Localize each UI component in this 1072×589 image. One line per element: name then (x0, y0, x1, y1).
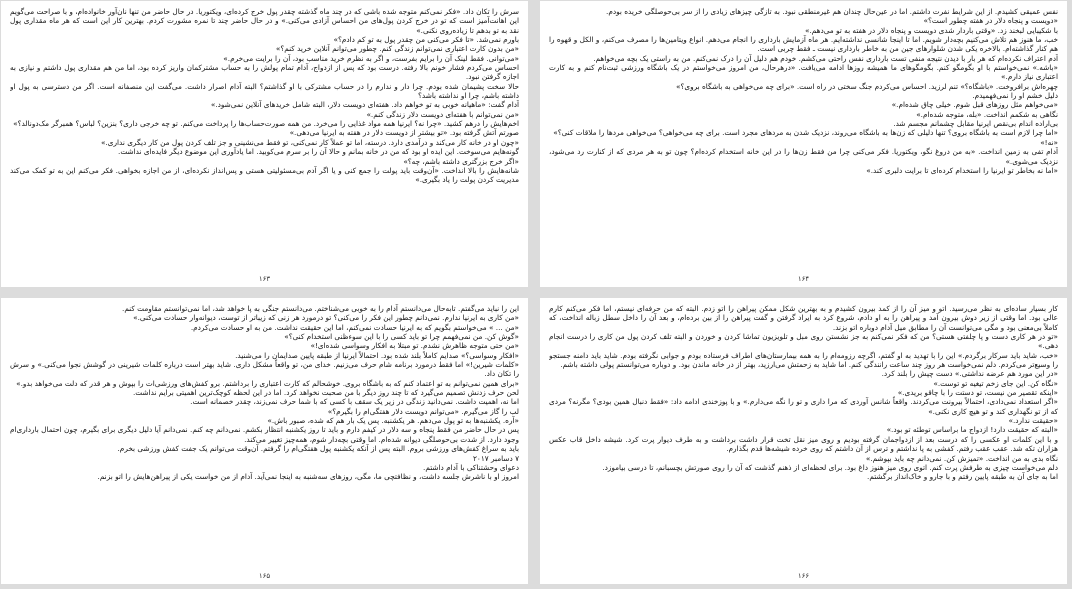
page-body (10, 7, 519, 265)
paragraph: «گوش کن. من نمی‌فهمم چرا تو باید کسی را با این سوءظنی استخدام کنی؟» (284, 332, 519, 342)
paragraph: اخم‌هایش را درهم کشید. «چرا نه؟ ایرنیا همه مواد غذایی را می‌خرد. من همه صورت‌حساب‌ها را پرداخت می‌کنم. تو چه خرجی داری؟ بنزین؟ لباس؟ همبرگر مک‌دونالد؟» (13, 119, 519, 129)
paragraph: «خب، شاید باید سرکار برگردم.» این را با تهدید به او گفتم، اگرچه رزومه‌ام را به همه بیمارستان‌های اطراف فرستاده بودم و جوابی نگرفته بودم. شاید باید دامنه جستجو را وسیع‌تر می‌کردم. دلم نمی‌خواست هر روز چند ساعت رانندگی کنم. اما شاید به زحمتش می‌ارزید، بهتر از در خانه ماندن بود. و دوباره می‌توانستم پولی داشته باشم. (549, 350, 1058, 370)
paragraph: گونه‌هایم می‌سوخت. این ایده او بود که من در خانه بمانم و حالا آن را بر سرم می‌کوبید. اما یادآوری این موضوع دیگر فایده‌ای نداشت. (118, 147, 519, 157)
paragraph: با شکیبایی لبخند زد. «وقتی باردار شدی دویست و پنجاه دلار در هفته به تو می‌دهم.» (804, 25, 1058, 35)
book-page-163 (1, 1, 528, 287)
paragraph: احساس می‌کردم فشار خونم بالا رفته. درست بود که پس از ازدواج، آدام تمام پولش را به حساب مشترکمان واریز کرده بود، اما من هم مقداری پول داشتم و نیازی به اجازه گرفتن نبود. (10, 63, 519, 82)
paragraph: «اینکه تقصیر من نیست، تو دستت را با چاقو بریدی.» (897, 388, 1058, 398)
paragraph: سرش را تکان داد. «فکر نمی‌کنم متوجه شده باشی که در چند ماه گذشته چقدر پول خرج کرده‌ای، ویکتوریا. در حال حاضر من تنها نان‌آور خانواده‌ام، و با صراحت می‌گویم این اهانت‌آمیز است که تو در خرج کردن پول‌های من احساس آزادی می‌کنی.» و در حال حاضر چند تا نمره مشورت کردم. بهترین کار این است که هر ماه مقداری پول نقد به تو بدهم تا زیاده‌روی نکنی.» (10, 7, 519, 35)
paragraph: «افکار وسواسی؟» صدایم کاملاً بلند شده بود. احتمالاً ایرنیا از طبقه پایین صدایمان را می‌شنید. (235, 350, 519, 360)
paragraph: لحن حرف زدنش تصمیم می‌گیرد که تا چند روز دیگر با من صحبت نخواهد کرد. اما در این لحظه کوچک‌ترین اهمیتی برایم نداشت. (132, 388, 519, 398)
paragraph: «باشه.» نمی‌خواستم با او بگومگو کنم. بگومگوهای ما همیشه روزها ادامه می‌یافت. «درهرحال، من امروز می‌خواستم در یک باشگاه ورزشی ثبت‌نام کنم و به کارت اعتباری نیاز دارم.» (549, 63, 1058, 82)
paragraph: «نگاه کن. این جای زخم تیغیه تو توست.» (933, 378, 1058, 388)
paragraph: «می‌خواهم مثل روزهای قبل شوم. خیلی چاق شده‌ام.» (891, 100, 1058, 110)
paragraph: «چون او در خانه کار می‌کند و درآمدی دارد. درسته، اما تو عملاً کار نمی‌کنی، تو فقط می‌نشینی و جز تلف کردن پول من کار دیگری نداری.» (100, 137, 519, 147)
paragraph: کار بسیار ساده‌ای به نظر می‌رسید. اتو و میز آن را از کمد بیرون کشیدم و به بهترین شکل ممکن پیراهن را اتو زدم. البته که من حرفه‌ای نیستم، اما فکر می‌کنم کارم عالی بود. اما وقتی از زیر دوش بیرون آمد و پیراهن را به او دادم، شروع کرد به ایراد گرفتن و گفت پیراهن را از بین برده‌ام، و بعد آن را داخل سطل زباله انداخت، که کاملاً بی‌معنی بود و مگی می‌توانست آن را مطابق میل آدام دوباره اتو بزند. (549, 304, 1058, 332)
paragraph: نگاه بدی به من انداخت. «تمیزش کن. نمی‌دانم چه باید بپوشم.» (865, 453, 1058, 463)
paragraph: «من حتی متوجه ظاهرش نشدم. تو مبتلا به افکار وسواسی شده‌ای!» (310, 341, 519, 351)
paragraph: ۷ دسامبر ۲۰۱۷ (473, 453, 519, 463)
paragraph: باورم نمی‌شد. «تا فکر می‌کنی من چقدر پول به تو کم دادم؟» (333, 35, 519, 45)
page-number: ۱۶۵ (258, 572, 271, 580)
paragraph: «اگر استعداد نمی‌دادی، احتمالاً بیرونت می‌کردند. واقعاً شانس آوردی که مرا داری و تو را نگه می‌دارم.» و با پوزخندی ادامه داد: «فقط دنبال همین بودی؟ مگرنه؟ مردی که از تو نگهداری کند و تو هیچ کاری نکنی.» (549, 397, 1058, 416)
paragraph: «من کاری به ایرنیا ندارم. نمی‌دانم چطور این فکر را می‌کنی؟ تو درمورد هر زنی که زیباتر از توست، دیوانه‌وار حسادت می‌کنی.» (133, 313, 519, 323)
paragraph: اما نه، اهمیت داشت. نمی‌دانید زندگی در زیر یک سقف با کسی که با شما حرف نمی‌زند، چقدر خصمانه است. (190, 397, 519, 407)
paragraph: «اما چرا لازم است به باشگاه بروی؟ تنها دلیلی که زن‌ها به باشگاه می‌روند، نزدیک شدن به مردهای مجرد است. برای چه می‌خواهی؟ می‌خواهی مردها را ملاقات کنی؟» (553, 128, 1058, 138)
book-page-164 (540, 1, 1067, 287)
paragraph: «آره. یکشنبه‌ها به تو پول می‌دهم. هر یکشنبه. پس یک بار هم که شده، صبور باش.» (267, 416, 519, 426)
paragraph: این را نباید می‌گفتم. تابه‌حال می‌دانستم آدام را به خوبی می‌شناختم. می‌دانستم جنگی به پا خواهد شد، اما نمی‌توانستم مقاومت کنم. (122, 304, 519, 313)
page-number: ۱۶۳ (258, 275, 271, 283)
paragraph: چهره‌اش برافروخت. «باشگاه؟» تنم لرزید. احساس می‌کردم جنگ سختی در راه است. «برای چه می‌خواهی به باشگاه بروی؟» (676, 81, 1058, 91)
paragraph: دلم می‌خواست چیزی به طرفش پرت کنم. اتوی روی میز هنوز داغ بود. برای لحظه‌ای از ذهنم گذشت که آن را روی صورتش بچسبانم، تا درسی بیاموزد. (602, 462, 1058, 472)
paragraph: «من ... » می‌خواستم بگویم که به ایرنیا حسادت نمی‌کنم، اما این حقیقت نداشت. من به او حسادت می‌کردم. (190, 322, 519, 332)
paragraph: و با این کلمات او عکسی را که درست بعد از ازدواجمان گرفته بودیم و روی میز نقل تخت قرار داشت برداشت و به طرف دیوار پرت کرد. شیشه داخل قاب عکس هزاران تکه شد. عقب عقب رفتم. کفشی به پا نداشتم و ترس از آن داشتم که روی خرده شیشه‌ها قدم بگذارم. (549, 434, 1058, 454)
paragraph: نگاهی به شکمم انداخت. «بله، متوجه شده‌ام.» (916, 109, 1058, 119)
paragraph: «کلمات شیرین!» اما فقط درمورد برنامه شام حرف می‌زنیم. خدای من، تو واقعاً مشکل داری. شاید بهتر است درباره کلمات شیرینی در گوشش نجوا می‌کنی.» و سرش را تکان داد. (10, 360, 519, 379)
paragraph: «البته که حقیقت دارد! ازدواج ما براساس توطئه تو بود.» (886, 425, 1058, 435)
paragraph: آدم اعتراف نکرده‌ام که هر بار با دیدن نتیجه منفی تست بارداری نفس راحتی می‌کشم. خودم هم دلیل آن را درک نمی‌کنم. من به راستی یک بچه می‌خواهم. (593, 53, 1058, 63)
paragraph: «دویست و پنجاه دلار در هفته چطور است؟» (923, 16, 1058, 26)
paragraph: دلیل خشم او را نمی‌فهمیدم. (972, 91, 1058, 101)
paragraph: باید به سراغ کفش‌های ورزشی بروم. البته پس از آنکه یکشنبه پول هفتگی‌ام را گرفتم. آن‌وقت می‌توانم یک جفت کفش ورزشی بخرم. (117, 444, 519, 454)
paragraph: «اگر خرج بزرگتری داشته باشم، چه؟» (403, 156, 519, 166)
page-number: ۱۶۴ (797, 275, 810, 283)
paragraph: خب، ما هنوز هم تلاش می‌کنیم بچه‌دار شویم. اما تا اینجا شانسی نداشته‌ایم. هر ماه آزمایش بارداری را انجام می‌دهم. انواع ویتامین‌ها را مصرف می‌کنم، و الکل و قهوه را هم کنار گذاشته‌ام. بالاخره یکی شدن شلوارهای جین من به خاطر بارداری نیست ـ فقط چربی است. (549, 35, 1058, 54)
paragraph: «نه!» (1040, 137, 1058, 147)
paragraph: حالا سخت پشیمان شده بودم. چرا دار و ندارم را در حساب مشترکی با او گذاشتم؟ البته آدام اصرار داشت. می‌گفت این منصفانه است. اگر من دسترسی به پول او داشته باشم، چرا او نداشته باشد؟ (10, 81, 519, 101)
paragraph: «می‌توانی. فقط لینک آن را برایم بفرست، و اگر به نظرم خرید مناسب بود، آن را برایت می‌خرم.» (223, 53, 519, 63)
paragraph: آدام گفت: «ماهیانه خوبی به تو خواهم داد. هفته‌ای دویست دلار، البته شامل خریدهای آنلاین نمی‌شود.» (210, 100, 519, 110)
paragraph: «در این مورد هم عرضه نداشتی.» دست چپش را بلند کرد. (881, 369, 1058, 379)
book-page-165 (1, 298, 528, 584)
paragraph: آدام تفی به زمین انداخت. «به من دروغ نگو، ویکتوریا. فکر می‌کنی چرا من فقط زن‌ها را در این خانه استخدام کرده‌ام؟ چون تو به هر مردی که از کنارت رد می‌شود، نزدیک می‌شوی.» (549, 147, 1058, 166)
paragraph: «حقیقت ندارد.» (1008, 416, 1058, 426)
paragraph: صورتم آتش گرفته بود. «تو بیشتر از دویست دلار در هفته به ایرنیا می‌دهی.» (289, 128, 519, 138)
paragraph: لب را گاز می‌گیرم. «می‌توانم دویست دلار هفتگی‌ام را بگیرم؟» (327, 406, 519, 416)
paragraph: نفس عمیقی کشیدم. از این شرایط نفرت داشتم. اما در عین‌حال چندان هم غیرمنطقی نبود. به تازگی چیزهای زیادی را از سر بی‌حوصلگی خریده بودم. (606, 7, 1058, 16)
paragraph: شانه‌هایش را بالا انداخت. «آن‌وقت باید پولت را جمع کنی و یا اگر آدم بی‌مسئولیتی هستی و پس‌انداز نکرده‌ای، از من اجازه بخواهی. فکر می‌کنم این به تو کمک می‌کند مدیریت کردن پولت را یاد بگیری.» (10, 165, 519, 185)
paragraph: «اما نه بخاطر تو ایرنیا را استخدام کرده‌ای تا برایت دلبری کند.» (866, 165, 1058, 175)
paragraph: پس در حال حاضر من فقط پنجاه و سه دلار در کیفم دارم و باید تا روز یکشنبه انتظار بکشم. نمی‌دانم چه کنم. نمی‌دانم آیا دلیل دیگری برای بگیرم، چون احتمال بارداری‌ام وجود دارد. از شدت بی‌حوصلگی دیوانه شده‌ام. اما وقتی بچه‌دار شوم، همه‌چیز تغییر می‌کند. (10, 425, 519, 444)
page-body (549, 304, 1058, 562)
paragraph: «من بدون کارت اعتباری نمی‌توانم زندگی کنم. چطور می‌توانم آنلاین خرید کنم؟» (275, 44, 519, 54)
paragraph: بی‌اراده اندام بی‌نقص ایرنیا مقابل چشمانم مجسم شد. (893, 119, 1058, 129)
paragraph: «من نمی‌توانم با هفته‌ای دویست دلار زندگی کنم.» (366, 109, 519, 119)
page-body (10, 304, 519, 562)
paragraph: امروز او با ناشرش جلسه داشت، و نظافتچی ما، مگی، روزهای سه‌شنبه به اینجا نمی‌آید. آدام از من خواست یکی از پیراهن‌هایش را اتو بزنم. (97, 472, 519, 482)
paragraph: «برای همین نمی‌توانم به تو اعتماد کنم که به باشگاه بروی. خوشحالم که کارت اعتباری را برداشتم. برو کفش‌های ورزشی‌ات را بپوش و هر قدر که دلت می‌خواهد بدو.» (16, 378, 519, 388)
page-body (549, 7, 1058, 265)
paragraph: دعوای وحشتناکی با آدام داشتم. (423, 462, 519, 472)
page-number: ۱۶۶ (797, 572, 810, 580)
book-page-166 (540, 298, 1067, 584)
paragraph: «تو در هر کاری دست و پا چلفتی هستی؟ من که فکر نمی‌کنم به جز نشستن روی مبل و تلویزیون تماشا کردن و خوردن و البته تلف کردن پول من کاری را درست انجام دهی.» (549, 332, 1058, 351)
paragraph: اما به جای آن به طبقه پایین رفتم و با جارو و خاک‌انداز برگشتم. (867, 472, 1058, 482)
